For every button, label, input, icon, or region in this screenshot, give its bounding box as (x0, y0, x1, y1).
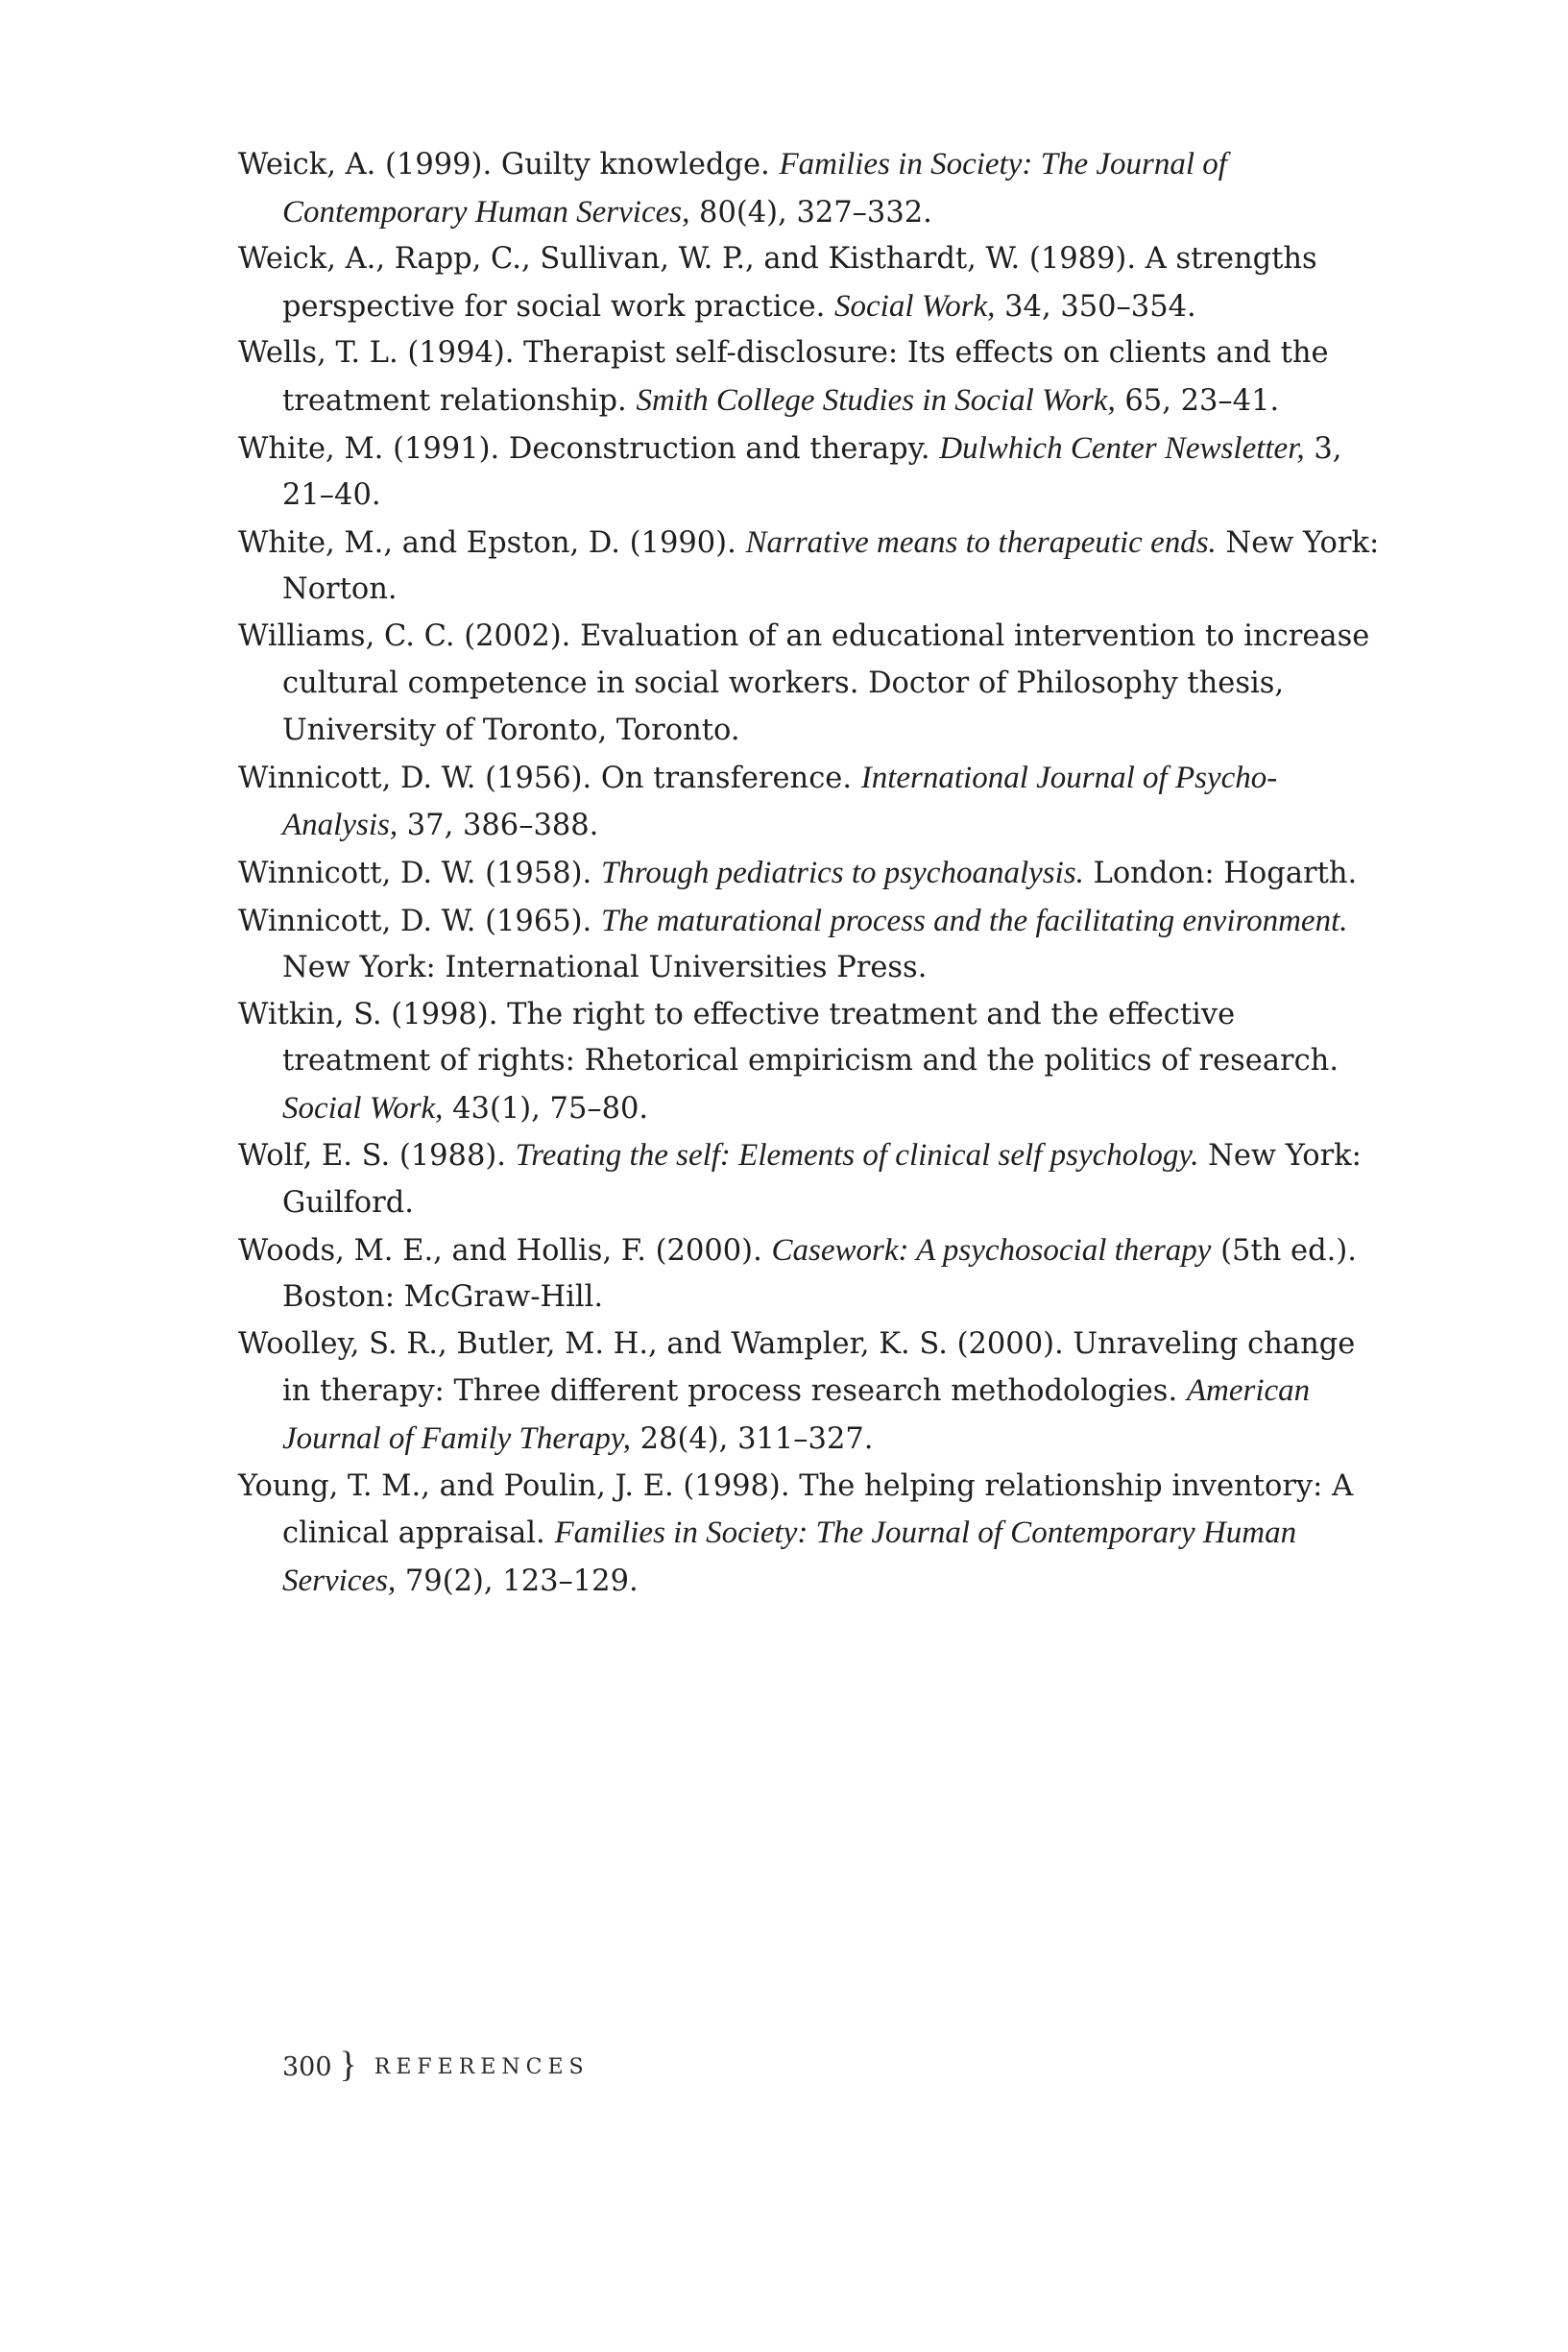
reference-source-title: Through pediatrics to psychoanalysis. (600, 855, 1084, 890)
reference-list (238, 141, 1381, 1605)
reference-source-title: Families in Society: The Journal of Contemporary Human Services, (282, 147, 1227, 230)
reference-text: Weick, A., Rapp, C., Sullivan, W. P., and Kisthardt, W. (1989). A strengths perspective for social work practice. (238, 242, 1317, 324)
reference-text: Weick, A. (1999). Guilty knowledge. (238, 148, 780, 182)
reference-text: White, M. (1991). Deconstruction and therapy. (238, 431, 940, 466)
reference-source-title: Casework: A psychosocial therapy (771, 1232, 1212, 1268)
reference-details: New York: International Universities Press. (282, 951, 928, 985)
reference-source-title: Treating the self: Elements of clinical self psychology. (515, 1138, 1199, 1174)
reference-entry (238, 1132, 1381, 1226)
reference-source-title: Social Work, (282, 1090, 444, 1126)
reference-source-title: Dulwhich Center Newsletter, (939, 430, 1305, 466)
reference-entry (238, 141, 1381, 236)
reference-entry (238, 1321, 1381, 1464)
reference-entry (238, 1227, 1381, 1321)
reference-details: (5th ed.). Boston: McGraw-Hill. (282, 1233, 1357, 1315)
reference-source-title: The maturational process and the facilitating environment. (600, 903, 1348, 938)
reference-source-title: American Journal of Family Therapy, (282, 1373, 1311, 1457)
reference-details: 65, 23–41. (1115, 383, 1280, 418)
reference-details: 43(1), 75–80. (443, 1091, 649, 1126)
reference-details: 37, 386–388. (398, 809, 599, 843)
reference-source-title: Families in Society: The Journal of Contemporary Human Services, (282, 1515, 1297, 1598)
reference-details: 80(4), 327–332. (689, 195, 932, 230)
page-number: 300 (282, 2051, 332, 2082)
reference-details: 79(2), 123–129. (396, 1564, 639, 1598)
reference-text: Winnicott, D. W. (1965). (238, 904, 601, 938)
reference-details: New York: Guilford. (282, 1139, 1362, 1221)
reference-text: Winnicott, D. W. (1956). On transference. (238, 761, 861, 795)
reference-entry (238, 755, 1381, 850)
reference-details: London: Hogarth. (1083, 856, 1358, 890)
reference-text: White, M., and Epston, D. (1990). (238, 525, 746, 560)
reference-source-title: Narrative means to therapeutic ends. (745, 524, 1217, 560)
footer-brace: } (339, 2045, 357, 2085)
reference-source-title: Smith College Studies in Social Work, (636, 382, 1116, 418)
reference-entry (238, 330, 1381, 424)
reference-entry (238, 614, 1381, 755)
reference-text: Witkin, S. (1998). The right to effective treatment and the effective treatment of rights: Rhetorical empiricism and the politics of research. (238, 997, 1339, 1079)
reference-text: Woolley, S. R., Butler, M. H., and Wampler, K. S. (2000). Unraveling change in therapy: Three different process research methodologies. (238, 1326, 1356, 1409)
reference-text: Wolf, E. S. (1988). (238, 1139, 516, 1174)
reference-details: 3, 21–40. (282, 431, 1342, 513)
reference-text: Woods, M. E., and Hollis, F. (2000). (238, 1233, 772, 1268)
reference-entry (238, 236, 1381, 330)
reference-entry (238, 520, 1381, 614)
reference-text: Winnicott, D. W. (1958). (238, 856, 601, 890)
running-section-title: REFERENCES (374, 2054, 590, 2079)
reference-details: 28(4), 311–327. (630, 1422, 874, 1457)
reference-entry (238, 1464, 1381, 1606)
reference-text: Williams, C. C. (2002). Evaluation of an educational intervention to increase cultural competence in social workers. Doctor of Philosophy thesis, University of Toronto, Toronto. (238, 618, 1370, 748)
reference-entry (238, 898, 1381, 992)
page-footer (282, 2045, 590, 2086)
reference-source-title: Social Work, (834, 288, 996, 324)
reference-details: 34, 350–354. (995, 289, 1196, 324)
reference-entry (238, 992, 1381, 1133)
reference-entry (238, 425, 1381, 520)
reference-entry (238, 850, 1381, 898)
reference-text: Young, T. M., and Poulin, J. E. (1998). The helping relationship inventory: A clinical appraisal. (238, 1468, 1354, 1551)
reference-details: New York: Norton. (282, 525, 1380, 607)
reference-text: Wells, T. L. (1994). Therapist self-disclosure: Its effects on clients and the treatment relationship. (238, 336, 1329, 418)
reference-source-title: International Journal of Psycho-Analysis, (282, 760, 1278, 843)
